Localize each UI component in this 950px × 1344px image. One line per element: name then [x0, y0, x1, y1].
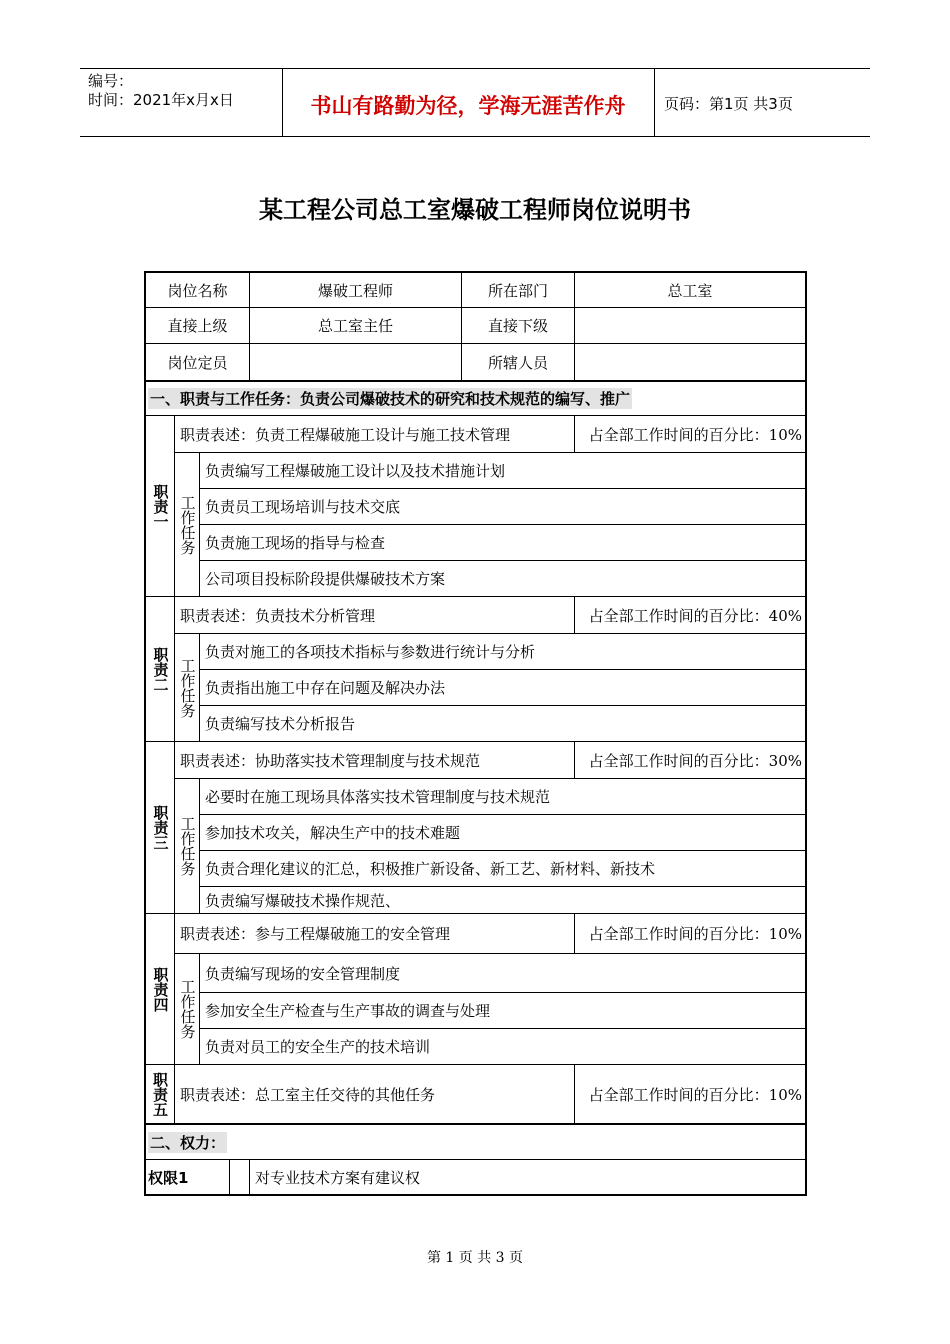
- task-label: [174, 778, 200, 914]
- task-item: 负责编写技术分析报告: [199, 705, 807, 742]
- task-item: 公司项目投标阶段提供爆破技术方案: [199, 560, 807, 597]
- task-label-text: 工作任务: [178, 816, 197, 876]
- superior-label: 直接上级: [144, 307, 250, 344]
- task-item: 参加安全生产检查与生产事故的调查与处理: [199, 992, 807, 1029]
- subordinate-value: [574, 307, 807, 344]
- dept-label: 所在部门: [461, 271, 575, 308]
- duty-label-text: 职责四: [151, 966, 170, 1012]
- header-meta: [88, 72, 234, 110]
- task-label-text: 工作任务: [178, 657, 197, 718]
- header-divider: [654, 68, 655, 136]
- task-item: 负责编写工程爆破施工设计以及技术措施计划: [199, 452, 807, 489]
- header-top-rule: [80, 68, 870, 69]
- task-item: 负责合理化建议的汇总，积极推广新设备、新工艺、新材料、新技术: [199, 850, 807, 887]
- task-label-text: 工作任务: [178, 494, 197, 555]
- subordinate-label: 直接下级: [461, 307, 575, 344]
- task-item: 负责编写爆破技术操作规范、: [199, 886, 807, 914]
- task-item: 负责编写现场的安全管理制度: [199, 953, 807, 993]
- pos-name-label: 岗位名称: [144, 271, 250, 308]
- dept-value: 总工室: [574, 271, 807, 308]
- doc-number-label: 编号：: [88, 72, 134, 90]
- task-item: 必要时在施工现场具体落实技术管理制度与技术规范: [199, 778, 807, 815]
- authority-text: 对专业技术方案有建议权: [249, 1159, 807, 1196]
- duty-pct: 占全部工作时间的百分比：30%: [574, 741, 807, 779]
- duty-desc: 职责表述：参与工程爆破施工的安全管理: [174, 913, 575, 954]
- task-item: 负责员工现场培训与技术交底: [199, 488, 807, 525]
- duty-label: [144, 1064, 175, 1124]
- duty-pct: 占全部工作时间的百分比：10%: [574, 415, 807, 453]
- header-motto: 书山有路勤为径，学海无涯苦作舟: [310, 94, 626, 118]
- task-label: [174, 953, 200, 1065]
- managed-label: 所辖人员: [461, 343, 575, 381]
- duty-pct: 占全部工作时间的百分比：10%: [574, 913, 807, 954]
- duty-label-text: 职责一: [151, 483, 170, 529]
- duty-pct: 占全部工作时间的百分比：40%: [574, 596, 807, 634]
- authority-label: 权限1: [144, 1159, 230, 1196]
- staff-label: 岗位定员: [144, 343, 250, 381]
- task-label-text: 工作任务: [178, 979, 197, 1039]
- superior-value: 总工室主任: [249, 307, 462, 344]
- duty-label-text: 职责二: [151, 646, 170, 692]
- section-duties-text: 一、职责与工作任务：负责公司爆破技术的研究和技术规范的编写、推广: [150, 390, 631, 408]
- section-authority-text: 二、权力：: [150, 1133, 226, 1152]
- duty-pct: 占全部工作时间的百分比：10%: [574, 1064, 807, 1124]
- managed-value: [574, 343, 807, 381]
- section-authority-heading: [144, 1123, 807, 1160]
- doc-time-label: 时间：2021年x月x日: [88, 91, 234, 109]
- header-page-info: 页码：第1页 共3页: [664, 95, 793, 113]
- task-label: [174, 633, 200, 742]
- task-label: [174, 452, 200, 597]
- task-item: 负责施工现场的指导与检查: [199, 524, 807, 561]
- authority-spacer: [229, 1159, 250, 1196]
- duty-label: [144, 596, 175, 742]
- duty-label: [144, 913, 175, 1065]
- page-footer: 第 1 页 共 3 页: [426, 1250, 524, 1266]
- duty-label: [144, 415, 175, 597]
- duty-desc: 职责表述：协助落实技术管理制度与技术规范: [174, 741, 575, 779]
- page-title: 某工程公司总工室爆破工程师岗位说明书: [259, 196, 691, 224]
- staff-value: [249, 343, 462, 381]
- duty-label-text: 职责五: [151, 1071, 169, 1117]
- header-bottom-rule: [80, 136, 870, 137]
- task-item: 负责对施工的各项技术指标与参数进行统计与分析: [199, 633, 807, 670]
- task-item: 负责指出施工中存在问题及解决办法: [199, 669, 807, 706]
- duty-desc: 职责表述：负责工程爆破施工设计与施工技术管理: [174, 415, 575, 453]
- pos-name-value: 爆破工程师: [249, 271, 462, 308]
- duty-label: [144, 741, 175, 914]
- section-duties-heading: [144, 380, 807, 416]
- duty-label-text: 职责三: [151, 805, 170, 850]
- duty-desc: 职责表述：负责技术分析管理: [174, 596, 575, 634]
- task-item: 参加技术攻关，解决生产中的技术难题: [199, 814, 807, 851]
- duty-desc: 职责表述：总工室主任交待的其他任务: [174, 1064, 575, 1124]
- task-item: 负责对员工的安全生产的技术培训: [199, 1028, 807, 1065]
